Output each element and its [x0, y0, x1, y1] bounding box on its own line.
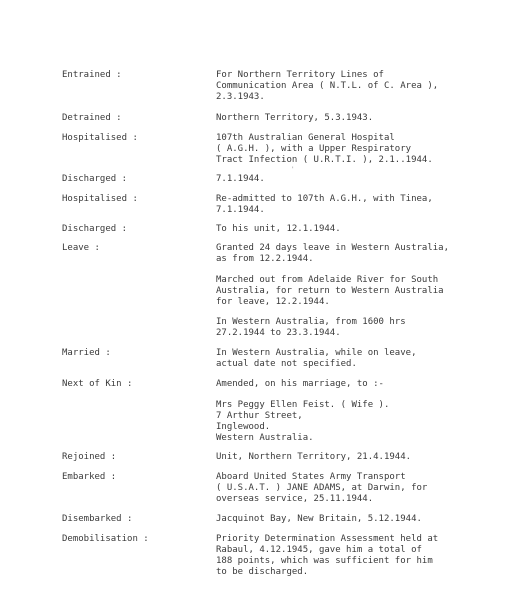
entry-line: In Western Australia, from 1600 hrs [216, 317, 406, 327]
entry-line: actual date not specified. [216, 359, 357, 369]
entry-line: overseas service, 25.11.1944. [216, 494, 374, 504]
entry-line: Priority Determination Assessment held at [216, 534, 439, 544]
entry-value-in-wa [216, 317, 501, 339]
entry-line: Northern Territory, 5.3.1943. [216, 113, 374, 123]
entry-value-leave [216, 243, 501, 265]
entry-label-rejoined: Rejoined : [62, 452, 117, 462]
entry-line: ( U.S.A.T. ) JANE ADAMS, at Darwin, for [216, 483, 428, 493]
entry-line: In Western Australia, while on leave, [216, 348, 417, 358]
entry-value-next-of-kin-address [216, 400, 501, 444]
entry-value-marched-out [216, 275, 501, 308]
entry-line: For Northern Territory Lines of [216, 70, 384, 80]
entry-line: Mrs Peggy Ellen Feist. ( Wife ). [216, 400, 390, 410]
entry-value-next-of-kin [216, 379, 501, 390]
entry-value-disembarked [216, 514, 501, 525]
entry-line: Communication Area ( N.T.L. of C. Area ), [216, 81, 439, 91]
entry-value-detrained [216, 113, 501, 124]
entry-line: 7.1.1944. [216, 205, 265, 215]
entry-label-next-of-kin: Next of Kin : [62, 379, 133, 389]
entry-line: 7 Arthur Street, [216, 411, 303, 421]
entry-value-married [216, 348, 501, 370]
entry-label-disembarked: Disembarked : [62, 514, 133, 524]
entry-line: 7.1.1944. [216, 174, 265, 184]
entry-line: Granted 24 days leave in Western Australia, [216, 243, 449, 253]
entry-label-demobilisation: Demobilisation : [62, 534, 149, 544]
entry-value-entrained [216, 70, 501, 103]
entry-label-hospitalised-2: Hospitalised : [62, 194, 138, 204]
entry-label-embarked: Embarked : [62, 472, 117, 482]
entry-label-discharged: Discharged : [62, 174, 128, 184]
entry-line: 2.3.1943. [216, 92, 265, 102]
entry-label-leave: Leave : [62, 243, 100, 253]
entry-label-married: Married : [62, 348, 111, 358]
entry-line: Marched out from Adelaide River for South [216, 275, 439, 285]
entry-line: Rabaul, 4.12.1945, gave him a total of [216, 545, 422, 555]
entry-value-demobilisation [216, 534, 501, 578]
entry-line: Re-admitted to 107th A.G.H., with Tinea, [216, 194, 433, 204]
entry-line: Aboard United States Army Transport [216, 472, 406, 482]
entry-value-discharged [216, 174, 501, 185]
entry-line: as from 12.2.1944. [216, 254, 314, 264]
ink-speck: ' [291, 166, 295, 173]
entry-line: To his unit, 12.1.1944. [216, 224, 341, 234]
entry-line: for leave, 12.2.1944. [216, 297, 330, 307]
entry-value-hospitalised-2 [216, 194, 501, 216]
entry-label-detrained: Detrained : [62, 113, 122, 123]
entry-line: Unit, Northern Territory, 21.4.1944. [216, 452, 412, 462]
entry-line: ( A.G.H. ), with a Upper Respiratory [216, 144, 412, 154]
entry-line: Inglewood. [216, 422, 271, 432]
entry-line: to be discharged. [216, 567, 309, 577]
entry-label-discharged-2: Discharged : [62, 224, 128, 234]
entry-line: Tract Infection ( U.R.T.I. ), 2.1..1944. [216, 155, 433, 165]
entry-line: Australia, for return to Western Australia [216, 286, 444, 296]
entry-line: 107th Australian General Hospital [216, 133, 395, 143]
entry-line: 27.2.1944 to 23.3.1944. [216, 328, 341, 338]
entry-value-discharged-2 [216, 224, 501, 235]
entry-value-hospitalised [216, 133, 501, 166]
entry-line: Jacquinot Bay, New Britain, 5.12.1944. [216, 514, 422, 524]
entry-value-rejoined [216, 452, 501, 463]
entry-line: Amended, on his marriage, to :- [216, 379, 384, 389]
entry-label-hospitalised: Hospitalised : [62, 133, 138, 143]
entry-line: Western Australia. [216, 433, 314, 443]
entry-line: 188 points, which was sufficient for him [216, 556, 433, 566]
entry-value-embarked [216, 472, 501, 505]
entry-label-entrained: Entrained : [62, 70, 122, 80]
